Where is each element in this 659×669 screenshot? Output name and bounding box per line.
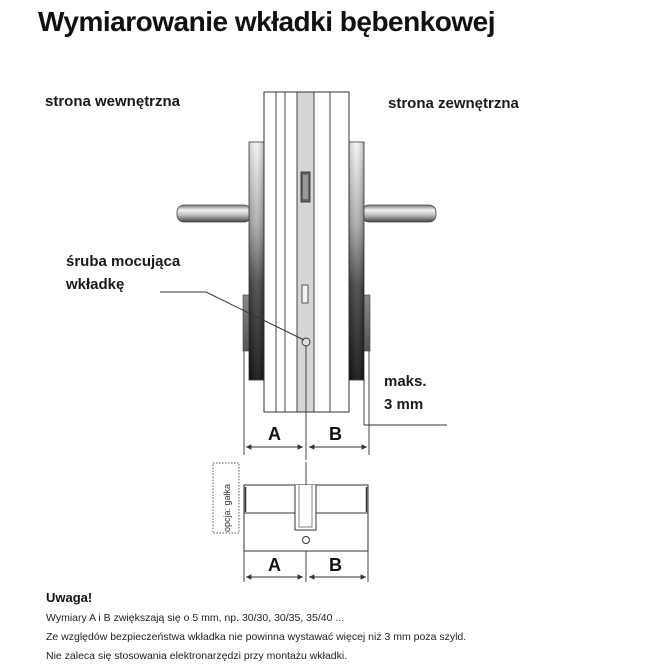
page-title: Wymiarowanie wkładki bębenkowej	[38, 6, 496, 37]
outer-escutcheon	[349, 142, 364, 380]
outer-side-label: strona zewnętrzna	[388, 95, 519, 112]
cylinder-drawing	[213, 462, 368, 582]
dim-a-top: A	[268, 424, 281, 444]
lock-case-strip	[297, 92, 314, 412]
dim-b-top: B	[329, 424, 342, 444]
note-line-1: Wymiary A i B zwiększają się o 5 mm, np. 30/30, 30/35, 35/40 ...	[46, 612, 345, 624]
dim-a-bottom: A	[268, 555, 281, 575]
cylinder-screw-hole	[303, 537, 310, 544]
lock-slot	[302, 285, 308, 303]
max-label-line1: maks.	[384, 373, 427, 390]
note-line-2: Ze względów bezpieczeństwa wkładka nie powinna wystawać więcej niż 3 mm poza szyld.	[46, 631, 467, 643]
top-dimension	[246, 424, 367, 447]
max-label-line2: 3 mm	[384, 396, 424, 413]
door-section	[264, 92, 349, 412]
note-title: Uwaga!	[46, 590, 93, 605]
note-section	[46, 590, 466, 666]
inner-handle	[177, 205, 251, 222]
screw-label-line2: wkładkę	[66, 276, 125, 293]
outer-handle	[362, 205, 436, 222]
knob-option-label: opcja: gałka	[222, 483, 232, 532]
screw-label-line1: śruba mocująca	[66, 253, 181, 270]
inner-side-label: strona wewnętrzna	[45, 93, 181, 110]
inner-escutcheon	[249, 142, 264, 380]
note-line-3: Nie zaleca się stosowania elektronarzędzi przy montażu wkładki.	[46, 650, 348, 662]
dim-b-bottom: B	[329, 555, 342, 575]
